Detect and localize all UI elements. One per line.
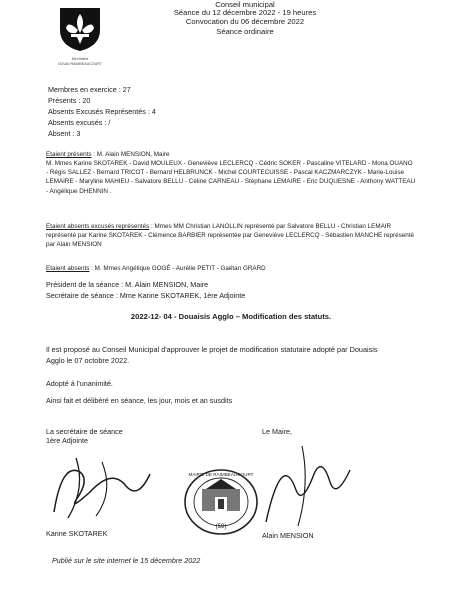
members-count: Membres en exercice : 27	[48, 85, 131, 94]
absent-members	[46, 264, 416, 273]
header-line-2: Convocation du 06 décembre 2022	[185, 17, 305, 26]
secretary-signature	[46, 452, 158, 524]
present-members	[46, 150, 416, 196]
secretary-name: Karine SKOTAREK	[46, 529, 108, 538]
publication-note: Publié sur le site internet le 15 décembre 2022	[52, 556, 201, 565]
represented-count: Absents Excusés Représentés : 4	[48, 107, 156, 116]
excused-count: Absents excusés : /	[48, 118, 111, 127]
deliberation-body: Il est proposé au Conseil Municipal d'approuver le projet de modification statutaire adopté par Douaisis Agglo le 07 octobre 2022.	[46, 345, 378, 365]
session-secretary: Secrétaire de séance : Mme Karine SKOTAREK, 1ère Adjointe	[46, 291, 246, 300]
present-list: : M. Alain MENSION, Maire M. Mmes Karine SKOTAREK - David MOULEUX - Geneviève LECLERCQ - Cédric SOKER - Pascaline VITELARD - Mona OUANO - Régis SALLEZ - Bernard TRICOT - Bernard HELBRUNCK - Michel COURTECUISSE - Pascal KACZMARCZYK - Marie-Louise LEMAIRE - Maryline MAHIEU - Salvatore BELLU - Céline CARNEAU - Stéphane LEMAIRE - Eric DUQUESNE - Anthony WATTEAU - Angélique DHENNIN .	[46, 151, 416, 195]
mayor-name: Alain MENSION	[262, 531, 314, 540]
adoption-result: Adopté à l'unanimité.	[46, 379, 113, 388]
secretary-title: La secrétaire de séance 1ère Adjointe	[46, 427, 123, 445]
represented-list: : Mmes MM Christian LANOLLIN représenté par Salvatore BELLU - Christian LEMAIR représenté par Karine SKOTAREK - Clémence BARBIER représentée par Geneviève LECLERCQ - Sébastien MANCHE représenté par Alain MENSION	[46, 223, 415, 249]
absent-count: Absent : 3	[48, 129, 81, 138]
deliberation-title: 2022-12- 04 - Douaisis Agglo – Modification des statuts.	[130, 312, 332, 321]
town-hall-stamp	[182, 467, 260, 537]
session-president: Président de la séance : M. Alain MENSION, Maire	[46, 280, 209, 289]
fleur-de-lis-icon	[56, 6, 104, 52]
present-label: Etaient présents	[46, 151, 92, 158]
absent-label: Etaient absents	[46, 265, 90, 272]
closing-formula: Ainsi fait et délibéré en séance, les jour, mois et an susdits	[46, 396, 233, 405]
logo-caption: Mel Mairie DOUAI RAIMBEAUCOURT	[58, 57, 102, 66]
mayor-title: Le Maire,	[262, 427, 292, 436]
header-line-3: Séance ordinaire	[216, 27, 274, 36]
header-line-0: Conseil municipal	[215, 0, 275, 9]
absent-list: : M. Mmes Angélique GOGÉ - Aurélie PETIT - Gaëtan GRARD	[91, 265, 266, 272]
header-line-1: Séance du 12 décembre 2022 - 19 heures	[173, 8, 317, 17]
mayor-signature	[252, 440, 372, 530]
stamp-text: MAIRIE DE RAIMBEAUCOURT	[188, 472, 254, 477]
present-count: Présents : 20	[48, 96, 91, 105]
stamp-department: (59)	[215, 524, 227, 530]
represented-label: Etaient absents excusés représentés	[46, 223, 150, 230]
municipal-logo	[56, 6, 104, 66]
represented-members	[46, 222, 416, 249]
